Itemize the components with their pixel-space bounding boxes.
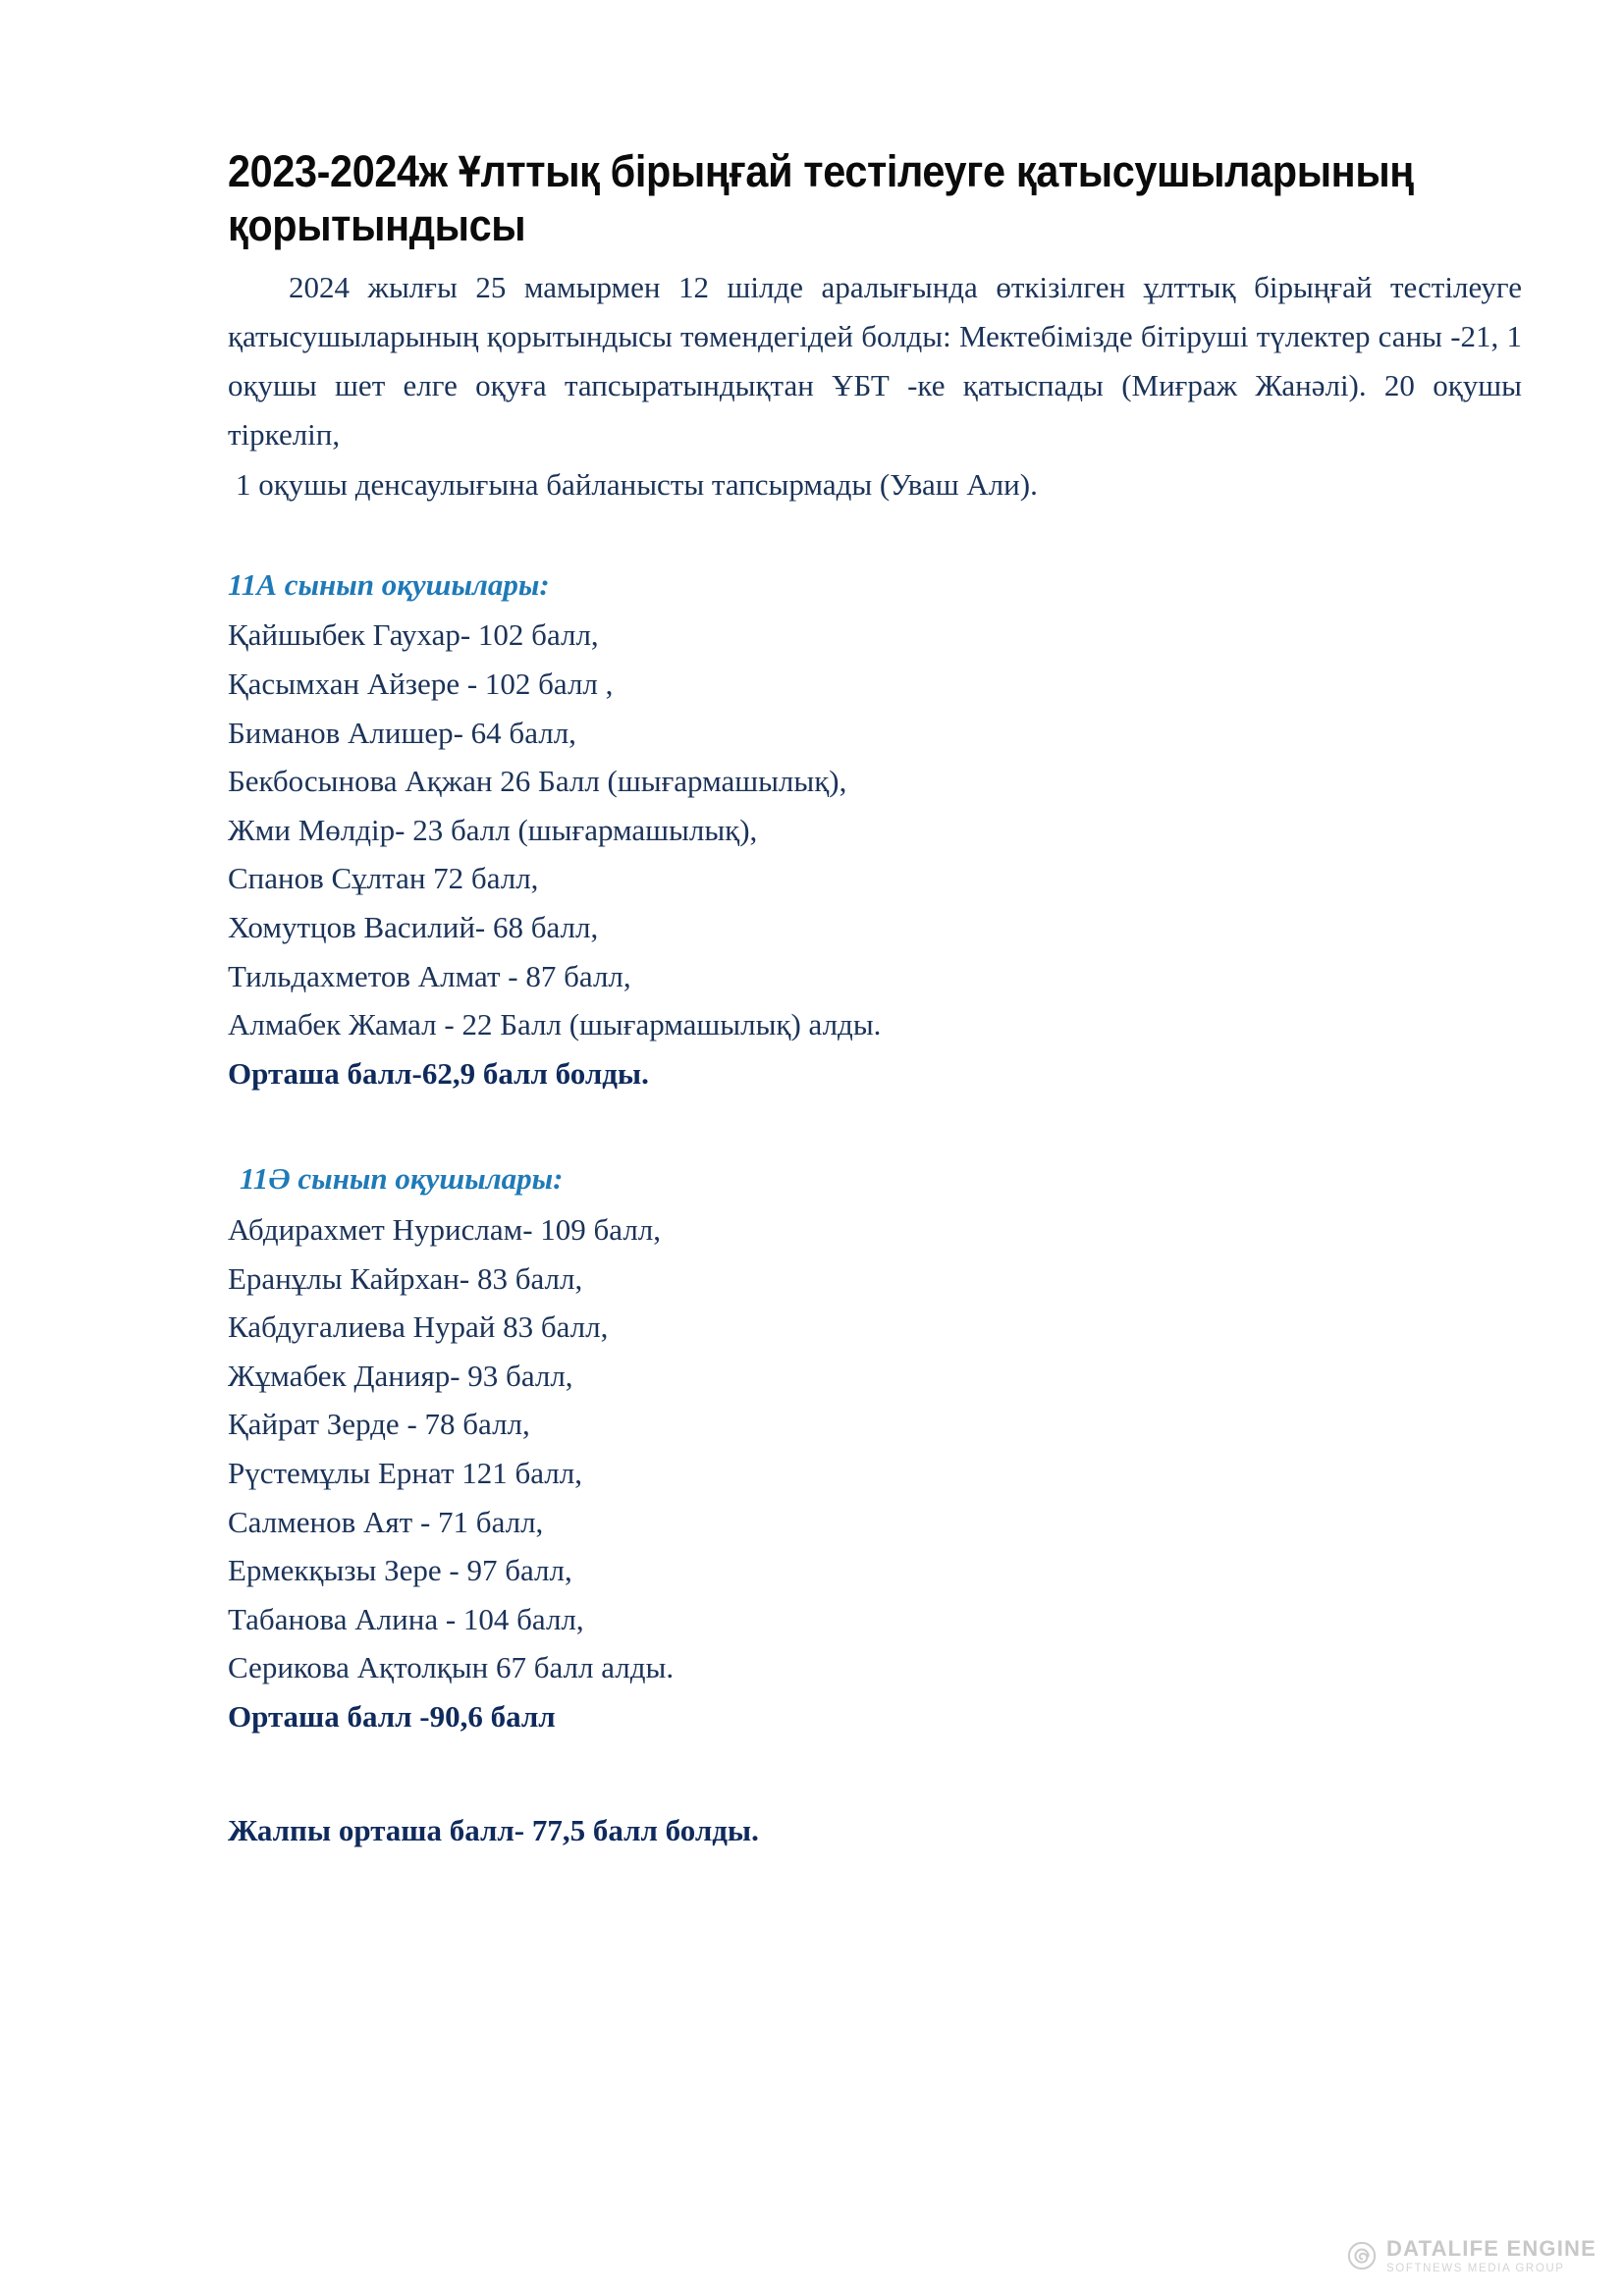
intro-paragraph	[228, 263, 1522, 460]
list-item: Абдирахмет Нурислам- 109 балл,	[228, 1212, 662, 1247]
list-item: Хомутцов Василий- 68 балл,	[228, 910, 599, 945]
list-item: Спанов Сұлтан 72 балл,	[228, 861, 539, 896]
watermark	[1347, 2235, 1597, 2275]
list-item: Қасымхан Айзере - 102 балл ,	[228, 667, 614, 702]
overall-average-line: Жалпы орташа балл- 77,5 балл болды.	[228, 1812, 759, 1847]
list-item: Салменов Аят - 71 балл,	[228, 1504, 544, 1539]
list-item: Жми Мөлдір- 23 балл (шығармашылық),	[228, 812, 758, 847]
list-item: Биманов Алишер- 64 балл,	[228, 715, 576, 750]
intro-paragraph-text: 2024 жылғы 25 мамырмен 12 шілде аралығында өткізілген ұлттық бірыңғай тестілеуге қатысушыларының қорытындысы төмендегідей болды: Мектебімізде бітіруші түлектер саны -21, 1 оқушы шет елге оқуға тапсыратындықтан ҰБТ -ке қатыспады (Миғраж Жанәлі). 20 оқушы тіркеліп,	[228, 269, 1522, 453]
list-item: Кабдугалиева Нурай 83 балл,	[228, 1309, 609, 1345]
watermark-subtitle: SOFTNEWS MEDIA GROUP	[1386, 2262, 1565, 2274]
list-item: Серикова Ақтолқын 67 балл алды.	[228, 1650, 675, 1685]
list-item: Қайшыбек Гаухар- 102 балл,	[228, 617, 599, 653]
class-average-11ae: Орташа балл -90,6 балл	[228, 1698, 556, 1734]
list-item: Жұмабек Данияр- 93 балл,	[228, 1358, 573, 1393]
page-title: 2023-2024ж Ұлттық бірыңғай тестілеуге қатысушыларының қорытындысы	[228, 146, 1414, 250]
list-item: Еранұлы Кайрхан- 83 балл,	[228, 1260, 583, 1296]
list-item: Алмабек Жамал - 22 Балл (шығармашылық) алды.	[228, 1007, 882, 1042]
datalife-spiral-icon	[1347, 2241, 1377, 2270]
class-average-11a: Орташа балл-62,9 балл болды.	[228, 1055, 649, 1091]
document-content	[228, 145, 1522, 1854]
intro-last-line: 1 оқушы денсаулығына байланысты тапсырмады (Уваш Али).	[236, 466, 1038, 502]
class-heading-11a: 11А сынып оқушылары:	[228, 566, 550, 602]
list-item: Рүстемұлы Ернат 121 балл,	[228, 1455, 582, 1490]
class-heading-11ae: 11Ә сынып оқушылары:	[240, 1161, 564, 1197]
list-item: Табанова Алина - 104 балл,	[228, 1601, 584, 1636]
list-item: Қайрат Зерде - 78 балл,	[228, 1407, 530, 1442]
watermark-text	[1386, 2235, 1597, 2275]
class-block-11ae	[228, 1154, 1522, 1740]
list-item: Бекбосынова Ақжан 26 Балл (шығармашылық),	[228, 764, 847, 799]
list-item: Ермекқызы Зере - 97 балл,	[228, 1553, 572, 1588]
list-item: Тильдахметов Алмат - 87 балл,	[228, 958, 631, 993]
class-block-11a	[228, 561, 1522, 1098]
watermark-title: DATALIFE ENGINE	[1386, 2235, 1597, 2261]
